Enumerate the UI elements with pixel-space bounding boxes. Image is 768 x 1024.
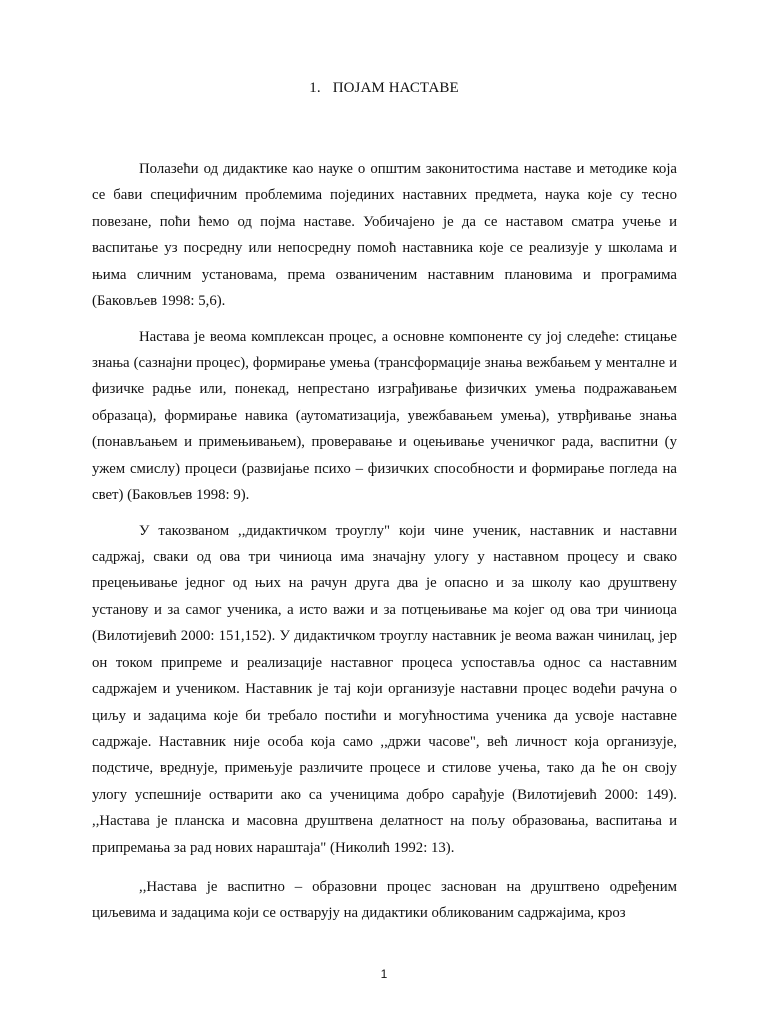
body-text-block-continued: [92, 874, 677, 936]
paragraph-quote: ,,Настава је васпитно – образовни процес заснован на друштвено одређеним циљевима и задацима који се остварују на дидактики обликованим садржајима, кроз: [92, 879, 677, 922]
paragraph-intro: Полазећи од дидактике као науке о општим законитостима наставе и методике која се бави специфичним проблемима појединих наставних предмета, наука које су тесно повезане, поћи ћемо од појма наставе. Уобичајено је да се наставом сматра учење и васпитање уз посредну или непосредну помоћ наставника које се реализује у школама и њима сличним установама, према озваниченим наставним плановима и програмима (Баковљев 1998: 5,6).: [92, 161, 677, 310]
section-heading: [0, 78, 768, 98]
page-number: 1: [380, 967, 388, 981]
paragraph-didactic-triangle: У такозваном ,,дидактичком троуглу" који чине ученик, наставник и наставни садржај, сваки од ова три чиниоца има значајну улогу у наставном процесу и свако прецењивање једног од њих на рачун друга два је опасно и за школу као друштвену установу и за самог ученика, а исто важи и за потцењивање ма којег од ова три чиниоца (Вилотијевић 2000: 151,152). У дидактичком троуглу наставник је веома важан чинилац, јер он током припреме и реализације наставног процеса успоставља однос са наставним садржајем и учеником. Наставник је тај који организује наставни процес водећи рачуна о циљу и задацима које би требало постићи и могућностима ученика да усвоје наставне садржаје. Наставник није особа која само ,,држи часове", већ личност која организује, подстиче, вреднује, примењује различите процесе и стилове учења, тако да ће он своју улогу успешније остварити ако са ученицима добро сарађује (Вилотијевић 2000: 149). ,,Настава је планска и масовна друштвена делатност на пољу образовања, васпитања и припремања за рад нових нараштаја" (Николић 1992: 13).: [92, 522, 677, 856]
paragraph-components: Настава је веома комплексан процес, а основне компоненте су јој следеће: стицање знања (сазнајни процес), формирање умења (трансформације знања вежбањем у менталне и физичке радње или, понекад, непрестано изграђивање физичких умења подражавањем образаца), формирање навика (аутоматизација, увежбавањем умења), утврђивање знања (понављањем и примењивањем), проверавање и оцењивање ученичког рада, васпитни (у ужем смислу) процеси (развијање психо – физичких способности и формирање погледа на свет) (Баковљев 1998: 9).: [92, 328, 677, 504]
body-text-block: [92, 156, 677, 870]
heading-number: 1.: [309, 80, 321, 96]
heading-title: ПОЈАМ НАСТАВЕ: [332, 80, 459, 96]
